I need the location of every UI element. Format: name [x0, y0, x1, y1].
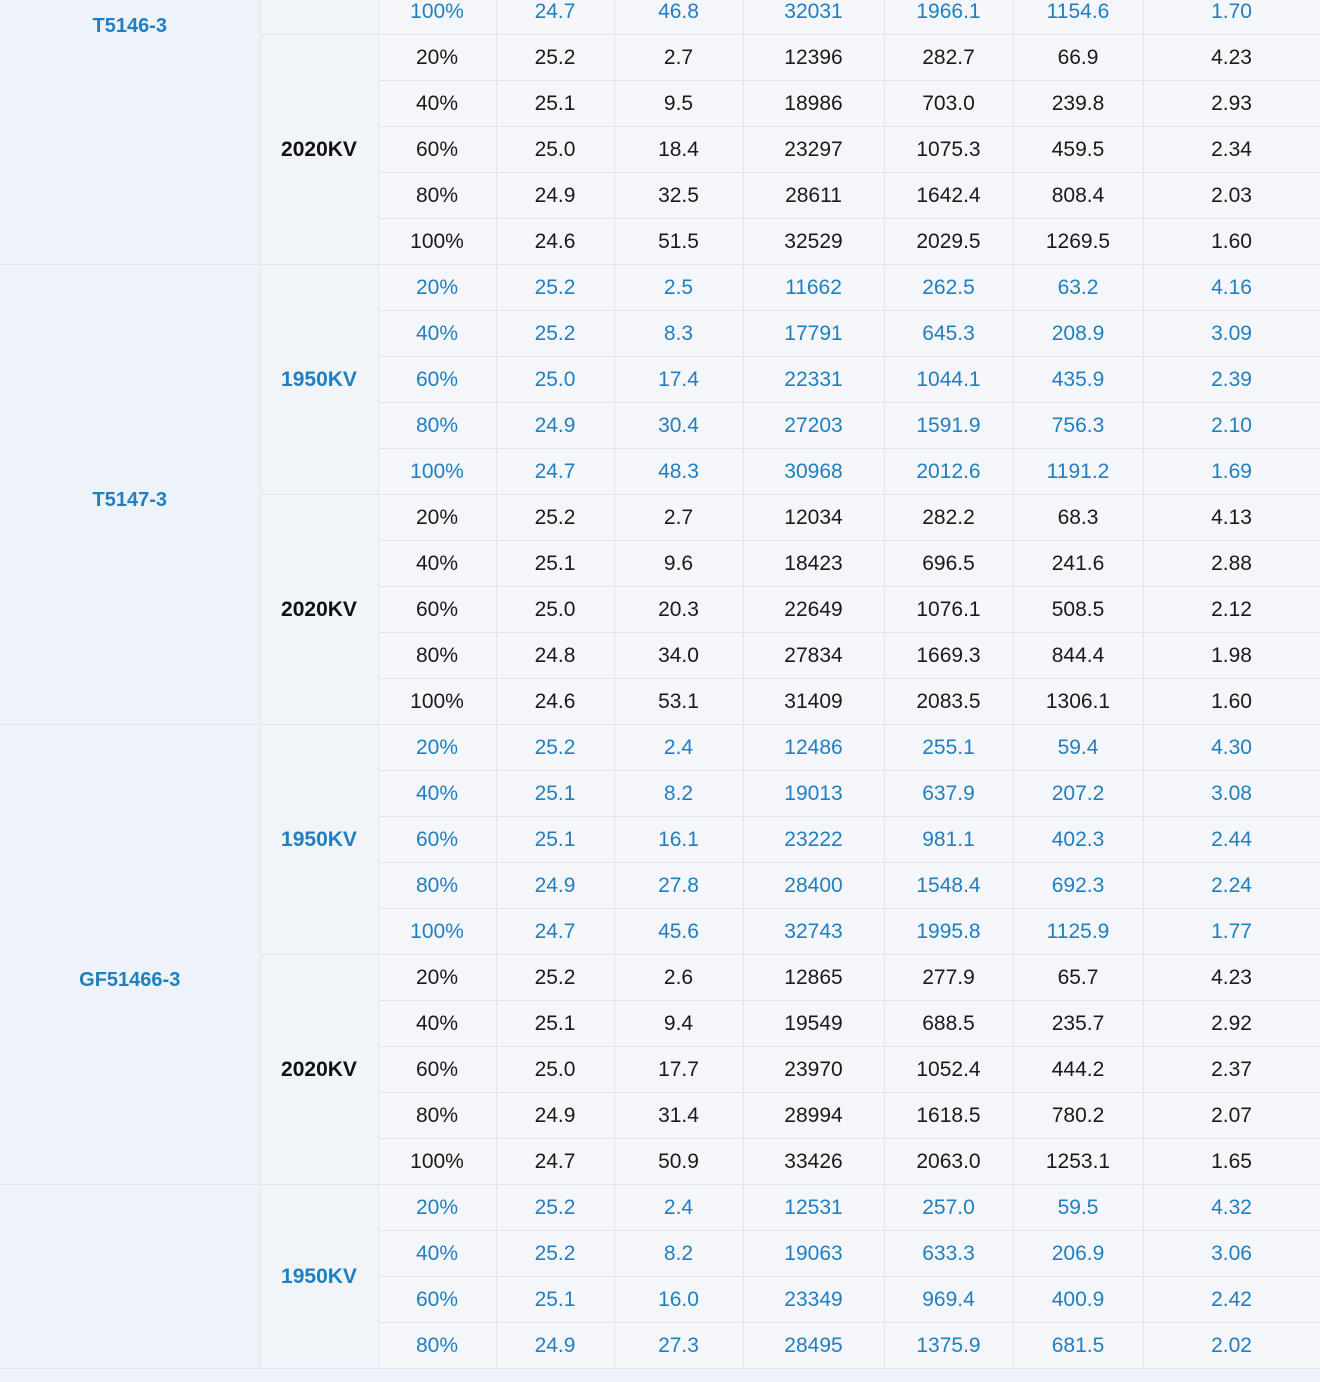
ratio-cell: 1.65	[1143, 1139, 1320, 1185]
ratio-cell: 2.24	[1143, 863, 1320, 909]
load-cell: 80%	[378, 1093, 496, 1139]
value-d-cell: 844.4	[1013, 633, 1143, 679]
ratio-cell: 4.16	[1143, 265, 1320, 311]
value-a-cell: 17.4	[614, 357, 743, 403]
value-a-cell: 2.4	[614, 1185, 743, 1231]
table-row	[0, 1185, 1320, 1231]
value-d-cell: 402.3	[1013, 817, 1143, 863]
value-b-cell: 12396	[743, 35, 884, 81]
value-a-cell: 32.5	[614, 173, 743, 219]
value-b-cell: 27203	[743, 403, 884, 449]
temperature-cell: 24.6	[496, 219, 614, 265]
load-cell: 80%	[378, 173, 496, 219]
value-c-cell: 688.5	[884, 1001, 1013, 1047]
ratio-cell: 2.39	[1143, 357, 1320, 403]
ratio-cell: 1.60	[1143, 219, 1320, 265]
ratio-cell: 1.77	[1143, 909, 1320, 955]
value-b-cell: 23222	[743, 817, 884, 863]
temperature-cell: 25.2	[496, 955, 614, 1001]
ratio-cell: 4.30	[1143, 725, 1320, 771]
value-a-cell: 46.8	[614, 0, 743, 35]
value-d-cell: 1191.2	[1013, 449, 1143, 495]
value-b-cell: 32743	[743, 909, 884, 955]
temperature-cell: 25.2	[496, 35, 614, 81]
value-b-cell: 30968	[743, 449, 884, 495]
value-b-cell: 12531	[743, 1185, 884, 1231]
load-cell: 80%	[378, 633, 496, 679]
value-b-cell: 18423	[743, 541, 884, 587]
value-d-cell: 207.2	[1013, 771, 1143, 817]
value-a-cell: 45.6	[614, 909, 743, 955]
value-b-cell: 12034	[743, 495, 884, 541]
value-c-cell: 1076.1	[884, 587, 1013, 633]
model-label: T5147-3	[92, 489, 167, 511]
value-b-cell: 18986	[743, 81, 884, 127]
ratio-cell: 2.93	[1143, 81, 1320, 127]
value-a-cell: 20.3	[614, 587, 743, 633]
load-cell: 60%	[378, 127, 496, 173]
value-d-cell: 692.3	[1013, 863, 1143, 909]
value-a-cell: 18.4	[614, 127, 743, 173]
ratio-cell: 3.09	[1143, 311, 1320, 357]
value-b-cell: 23970	[743, 1047, 884, 1093]
value-c-cell: 1618.5	[884, 1093, 1013, 1139]
value-c-cell: 282.2	[884, 495, 1013, 541]
value-d-cell: 59.4	[1013, 725, 1143, 771]
temperature-cell: 24.9	[496, 173, 614, 219]
value-d-cell: 63.2	[1013, 265, 1143, 311]
load-cell: 40%	[378, 541, 496, 587]
load-cell: 20%	[378, 955, 496, 1001]
value-d-cell: 1154.6	[1013, 0, 1143, 35]
value-b-cell: 19063	[743, 1231, 884, 1277]
value-d-cell: 239.8	[1013, 81, 1143, 127]
value-a-cell: 2.7	[614, 35, 743, 81]
value-a-cell: 48.3	[614, 449, 743, 495]
value-d-cell: 59.5	[1013, 1185, 1143, 1231]
value-b-cell: 28400	[743, 863, 884, 909]
ratio-cell: 4.13	[1143, 495, 1320, 541]
value-d-cell: 435.9	[1013, 357, 1143, 403]
temperature-cell: 24.7	[496, 0, 614, 35]
value-a-cell: 16.0	[614, 1277, 743, 1323]
value-a-cell: 53.1	[614, 679, 743, 725]
temperature-cell: 25.0	[496, 1047, 614, 1093]
ratio-cell: 3.06	[1143, 1231, 1320, 1277]
ratio-cell: 1.60	[1143, 679, 1320, 725]
ratio-cell: 2.88	[1143, 541, 1320, 587]
value-a-cell: 31.4	[614, 1093, 743, 1139]
value-b-cell: 23297	[743, 127, 884, 173]
value-d-cell: 780.2	[1013, 1093, 1143, 1139]
ratio-cell: 1.69	[1143, 449, 1320, 495]
value-c-cell: 633.3	[884, 1231, 1013, 1277]
value-c-cell: 1591.9	[884, 403, 1013, 449]
value-a-cell: 8.3	[614, 311, 743, 357]
value-a-cell: 16.1	[614, 817, 743, 863]
ratio-cell: 1.70	[1143, 0, 1320, 35]
temperature-cell: 25.0	[496, 127, 614, 173]
value-c-cell: 2012.6	[884, 449, 1013, 495]
value-b-cell: 28495	[743, 1323, 884, 1369]
value-b-cell: 32031	[743, 0, 884, 35]
value-d-cell: 208.9	[1013, 311, 1143, 357]
value-c-cell: 1966.1	[884, 0, 1013, 35]
value-b-cell: 28611	[743, 173, 884, 219]
value-a-cell: 17.7	[614, 1047, 743, 1093]
value-d-cell: 1253.1	[1013, 1139, 1143, 1185]
load-cell: 100%	[378, 679, 496, 725]
ratio-cell: 2.44	[1143, 817, 1320, 863]
load-cell: 100%	[378, 1139, 496, 1185]
value-c-cell: 257.0	[884, 1185, 1013, 1231]
value-d-cell: 241.6	[1013, 541, 1143, 587]
value-c-cell: 1075.3	[884, 127, 1013, 173]
ratio-cell: 2.42	[1143, 1277, 1320, 1323]
value-a-cell: 9.6	[614, 541, 743, 587]
voltage-cell: 1950KV	[260, 265, 378, 495]
value-a-cell: 8.2	[614, 771, 743, 817]
load-cell: 60%	[378, 357, 496, 403]
value-a-cell: 2.5	[614, 265, 743, 311]
load-cell: 100%	[378, 219, 496, 265]
value-d-cell: 66.9	[1013, 35, 1143, 81]
value-a-cell: 27.8	[614, 863, 743, 909]
value-b-cell: 33426	[743, 1139, 884, 1185]
temperature-cell: 25.2	[496, 1231, 614, 1277]
load-cell: 100%	[378, 449, 496, 495]
ratio-cell: 2.37	[1143, 1047, 1320, 1093]
value-c-cell: 696.5	[884, 541, 1013, 587]
load-cell: 40%	[378, 81, 496, 127]
load-cell: 40%	[378, 1231, 496, 1277]
value-c-cell: 255.1	[884, 725, 1013, 771]
temperature-cell: 24.9	[496, 1323, 614, 1369]
load-cell: 60%	[378, 587, 496, 633]
temperature-cell: 24.7	[496, 1139, 614, 1185]
value-c-cell: 2083.5	[884, 679, 1013, 725]
value-b-cell: 28994	[743, 1093, 884, 1139]
ratio-cell: 3.08	[1143, 771, 1320, 817]
value-a-cell: 2.4	[614, 725, 743, 771]
voltage-cell: 1950KV	[260, 725, 378, 955]
temperature-cell: 25.0	[496, 587, 614, 633]
model-cell	[0, 1185, 260, 1369]
value-c-cell: 262.5	[884, 265, 1013, 311]
temperature-cell: 25.0	[496, 357, 614, 403]
temperature-cell: 25.1	[496, 771, 614, 817]
value-c-cell: 2029.5	[884, 219, 1013, 265]
value-a-cell: 27.3	[614, 1323, 743, 1369]
value-c-cell: 645.3	[884, 311, 1013, 357]
value-a-cell: 34.0	[614, 633, 743, 679]
value-b-cell: 12486	[743, 725, 884, 771]
value-d-cell: 400.9	[1013, 1277, 1143, 1323]
value-d-cell: 459.5	[1013, 127, 1143, 173]
model-cell	[0, 725, 260, 1185]
value-b-cell: 31409	[743, 679, 884, 725]
value-b-cell: 19013	[743, 771, 884, 817]
ratio-cell: 2.34	[1143, 127, 1320, 173]
temperature-cell: 25.2	[496, 1185, 614, 1231]
load-cell: 80%	[378, 863, 496, 909]
value-a-cell: 2.7	[614, 495, 743, 541]
value-c-cell: 2063.0	[884, 1139, 1013, 1185]
voltage-cell: 2020KV	[260, 495, 378, 725]
value-d-cell: 756.3	[1013, 403, 1143, 449]
value-c-cell: 277.9	[884, 955, 1013, 1001]
value-a-cell: 30.4	[614, 403, 743, 449]
temperature-cell: 25.1	[496, 817, 614, 863]
load-cell: 20%	[378, 265, 496, 311]
ratio-cell: 2.03	[1143, 173, 1320, 219]
load-cell: 60%	[378, 1047, 496, 1093]
model-cell	[0, 0, 260, 265]
value-d-cell: 681.5	[1013, 1323, 1143, 1369]
value-d-cell: 508.5	[1013, 587, 1143, 633]
ratio-cell: 4.23	[1143, 35, 1320, 81]
value-a-cell: 2.6	[614, 955, 743, 1001]
value-d-cell: 808.4	[1013, 173, 1143, 219]
value-b-cell: 11662	[743, 265, 884, 311]
ratio-cell: 2.12	[1143, 587, 1320, 633]
temperature-cell: 24.6	[496, 679, 614, 725]
table-row	[0, 725, 1320, 771]
ratio-cell: 1.98	[1143, 633, 1320, 679]
ratio-cell: 2.10	[1143, 403, 1320, 449]
value-d-cell: 235.7	[1013, 1001, 1143, 1047]
value-c-cell: 1044.1	[884, 357, 1013, 403]
model-cell	[0, 265, 260, 725]
ratio-cell: 4.23	[1143, 955, 1320, 1001]
voltage-cell: 2020KV	[260, 955, 378, 1185]
value-d-cell: 68.3	[1013, 495, 1143, 541]
value-d-cell: 444.2	[1013, 1047, 1143, 1093]
load-cell: 80%	[378, 1323, 496, 1369]
temperature-cell: 25.1	[496, 1277, 614, 1323]
value-b-cell: 22331	[743, 357, 884, 403]
value-c-cell: 637.9	[884, 771, 1013, 817]
voltage-cell	[260, 0, 378, 35]
load-cell: 80%	[378, 403, 496, 449]
value-c-cell: 1642.4	[884, 173, 1013, 219]
load-cell: 40%	[378, 311, 496, 357]
value-b-cell: 12865	[743, 955, 884, 1001]
voltage-cell: 2020KV	[260, 35, 378, 265]
value-b-cell: 19549	[743, 1001, 884, 1047]
load-cell: 40%	[378, 1001, 496, 1047]
value-b-cell: 22649	[743, 587, 884, 633]
value-c-cell: 1995.8	[884, 909, 1013, 955]
temperature-cell: 24.9	[496, 403, 614, 449]
value-b-cell: 32529	[743, 219, 884, 265]
load-cell: 20%	[378, 35, 496, 81]
value-c-cell: 981.1	[884, 817, 1013, 863]
temperature-cell: 24.9	[496, 863, 614, 909]
voltage-cell: 1950KV	[260, 1185, 378, 1369]
temperature-cell: 25.2	[496, 265, 614, 311]
load-cell: 20%	[378, 725, 496, 771]
value-c-cell: 1375.9	[884, 1323, 1013, 1369]
ratio-cell: 2.02	[1143, 1323, 1320, 1369]
value-a-cell: 9.5	[614, 81, 743, 127]
value-c-cell: 282.7	[884, 35, 1013, 81]
load-cell: 40%	[378, 771, 496, 817]
value-d-cell: 1269.5	[1013, 219, 1143, 265]
ratio-cell: 4.32	[1143, 1185, 1320, 1231]
load-cell: 100%	[378, 0, 496, 35]
temperature-cell: 25.1	[496, 1001, 614, 1047]
table-row	[0, 0, 1320, 35]
temperature-cell: 24.7	[496, 449, 614, 495]
value-d-cell: 65.7	[1013, 955, 1143, 1001]
model-label: T5146-3	[92, 15, 167, 37]
model-label: GF51466-3	[79, 969, 181, 991]
temperature-cell: 24.7	[496, 909, 614, 955]
temperature-cell: 24.8	[496, 633, 614, 679]
temperature-cell: 25.1	[496, 81, 614, 127]
load-cell: 20%	[378, 1185, 496, 1231]
value-d-cell: 206.9	[1013, 1231, 1143, 1277]
temperature-cell: 25.2	[496, 495, 614, 541]
temperature-cell: 25.2	[496, 725, 614, 771]
value-b-cell: 17791	[743, 311, 884, 357]
value-b-cell: 23349	[743, 1277, 884, 1323]
ratio-cell: 2.92	[1143, 1001, 1320, 1047]
value-a-cell: 8.2	[614, 1231, 743, 1277]
load-cell: 60%	[378, 1277, 496, 1323]
value-c-cell: 1052.4	[884, 1047, 1013, 1093]
value-d-cell: 1125.9	[1013, 909, 1143, 955]
value-a-cell: 50.9	[614, 1139, 743, 1185]
value-b-cell: 27834	[743, 633, 884, 679]
temperature-cell: 24.9	[496, 1093, 614, 1139]
ratio-cell: 2.07	[1143, 1093, 1320, 1139]
table-row	[0, 265, 1320, 311]
value-a-cell: 51.5	[614, 219, 743, 265]
load-cell: 20%	[378, 495, 496, 541]
temperature-cell: 25.1	[496, 541, 614, 587]
value-c-cell: 969.4	[884, 1277, 1013, 1323]
value-a-cell: 9.4	[614, 1001, 743, 1047]
load-cell: 60%	[378, 817, 496, 863]
load-cell: 100%	[378, 909, 496, 955]
value-c-cell: 1548.4	[884, 863, 1013, 909]
value-c-cell: 703.0	[884, 81, 1013, 127]
value-d-cell: 1306.1	[1013, 679, 1143, 725]
temperature-cell: 25.2	[496, 311, 614, 357]
value-c-cell: 1669.3	[884, 633, 1013, 679]
